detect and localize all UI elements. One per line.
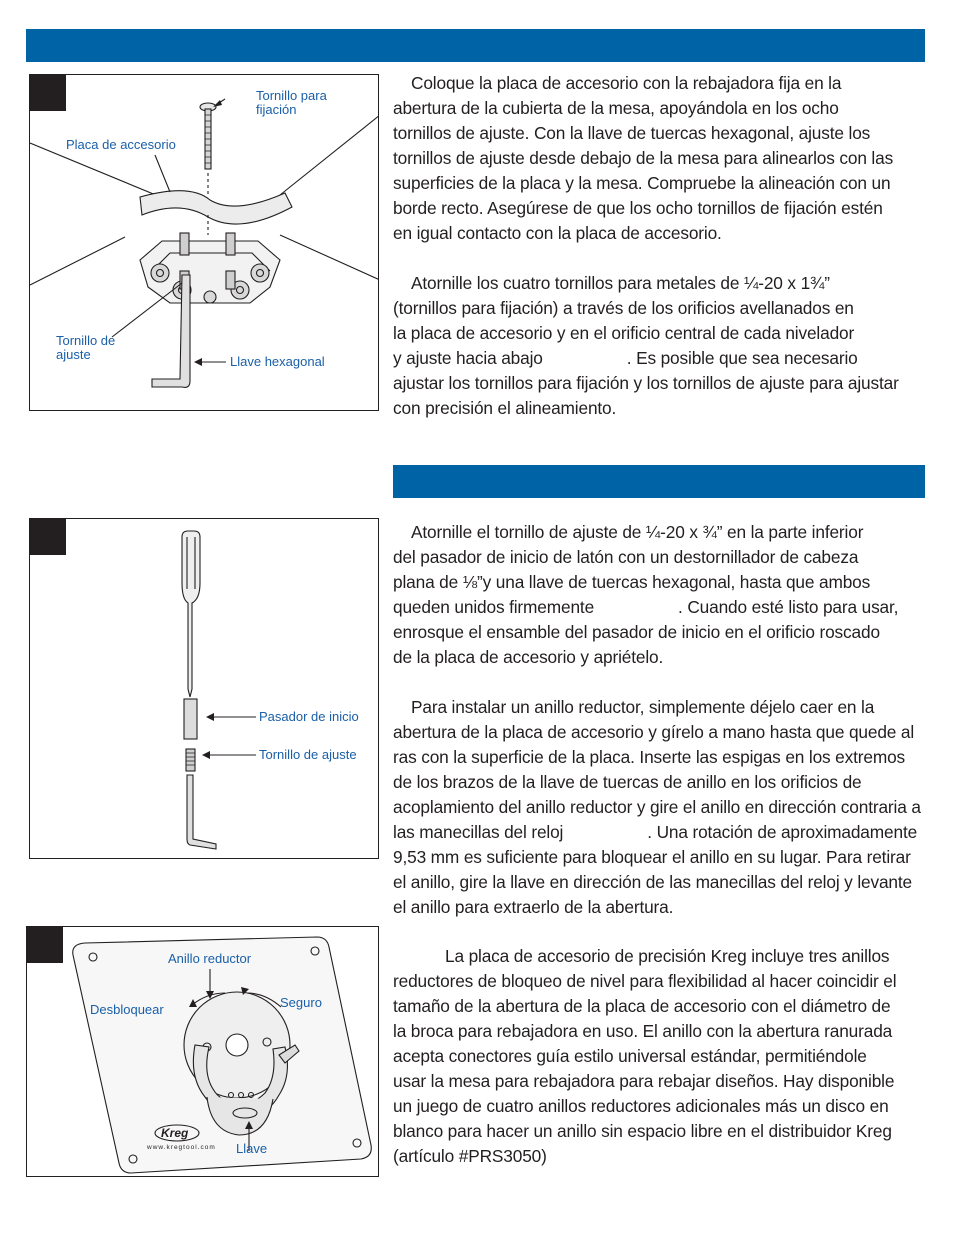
label-starter-pin: Pasador de inicio <box>259 709 359 724</box>
figure-2-starter-pin <box>29 518 379 859</box>
brand-website: www.kregtool.com <box>147 1144 216 1151</box>
label-set-screw: Tornillo de ajuste <box>259 747 357 762</box>
figure-1-leveling <box>29 74 379 411</box>
label-unlock: Desbloquear <box>90 1002 164 1017</box>
label-lock: Seguro <box>280 995 322 1010</box>
section-header-bar-top <box>26 29 925 62</box>
label-adjust-screw-line2: ajuste <box>56 347 91 362</box>
label-hex-key: Llave hexagonal <box>230 354 325 369</box>
paragraph-2: Atornille los cuatro tornillos para metales de ¼-20 x 1¾” (tornillos para fijación) a través de los orificios avellanados en la placa de accesorio y en el orificio central de cada nivelador y ajuste hacia abajo . Es posible que sea necesario ajustar los tornillos para fijación y los tornillos de ajuste para ajustar con precisión el alineamiento. <box>393 273 899 418</box>
label-accessory-plate: Placa de accesorio <box>66 137 176 152</box>
label-reducer-ring: Anillo reductor <box>168 951 252 966</box>
paragraph-1: Coloque la placa de accesorio con la rebajadora fija en la abertura de la cubierta de la mesa, apoyándola en los ocho tornillos de ajuste. Con la llave de tuercas hexagonal, ajuste los tornillos de ajuste desde debajo de la mesa para alinearlos con las superficies de la placa y la mesa. Compruebe la alineación con un borde recto. Asegúrese de que los ocho tornillos de fijación estén en igual contacto con la placa de accesorio. <box>393 73 894 243</box>
paragraph-3: Atornille el tornillo de ajuste de ¼-20 x ¾” en la parte inferior del pasador de inicio de latón con un destornillador de cabeza plana de ⅛”y una llave de tuercas hexagonal, hasta que ambos queden unidos firmemente . Cuando esté listo para usar, enrosque el ensamble del pasador de inicio en el orificio roscado de la placa de accesorio y apriételo. <box>393 522 899 667</box>
brand-logo: Kreg <box>161 1126 189 1140</box>
paragraph-5: La placa de accesorio de precisión Kreg incluye tres anillos reductores de bloqueo de nivel para flexibilidad al hacer coincidir el tamaño de la abertura de la placa de accesorio con el diámetro de la broca para rebajadora en uso. El anillo con la abertura ranurada acepta conectores guía estilo universal estándar, permitiéndole usar la mesa para rebajadora para rebajar diseños. Hay disponible un juego de cuatro anillos reductores adicionales más un disco en blanco para hacer un anillo sin espacio libre en el distribuidor Kreg (artículo #PRS3050) <box>393 946 897 1166</box>
figure-2-drawing <box>30 519 379 859</box>
paragraph-4: Para instalar un anillo reductor, simplemente déjelo caer en la abertura de la placa de accesorio y gírelo a mano hasta que quede al ras con la superficie de la placa. Inserte las espigas en los extremos de los brazos de la llave de tuercas de anillo en los orificios de acoplamiento del anillo reductor y gire el anillo en dirección contraria a las manecillas del reloj . Una rotación de aproximadamente 9,53 mm es suficiente para bloquear el anillo en su lugar. Para retirar el anillo, gire la llave en dirección de las manecillas del reloj y levante el anillo para extraerlo de la abertura. <box>393 697 921 917</box>
section-header-bar-middle <box>393 465 925 498</box>
figure-3-reducer-ring <box>26 926 379 1177</box>
label-wrench: Llave <box>236 1141 268 1156</box>
label-adjust-screw-line1: Tornillo de <box>56 333 116 348</box>
label-fixing-screw-line1: Tornillo para <box>256 88 327 103</box>
label-fixing-screw-line2: fijación <box>256 102 297 117</box>
